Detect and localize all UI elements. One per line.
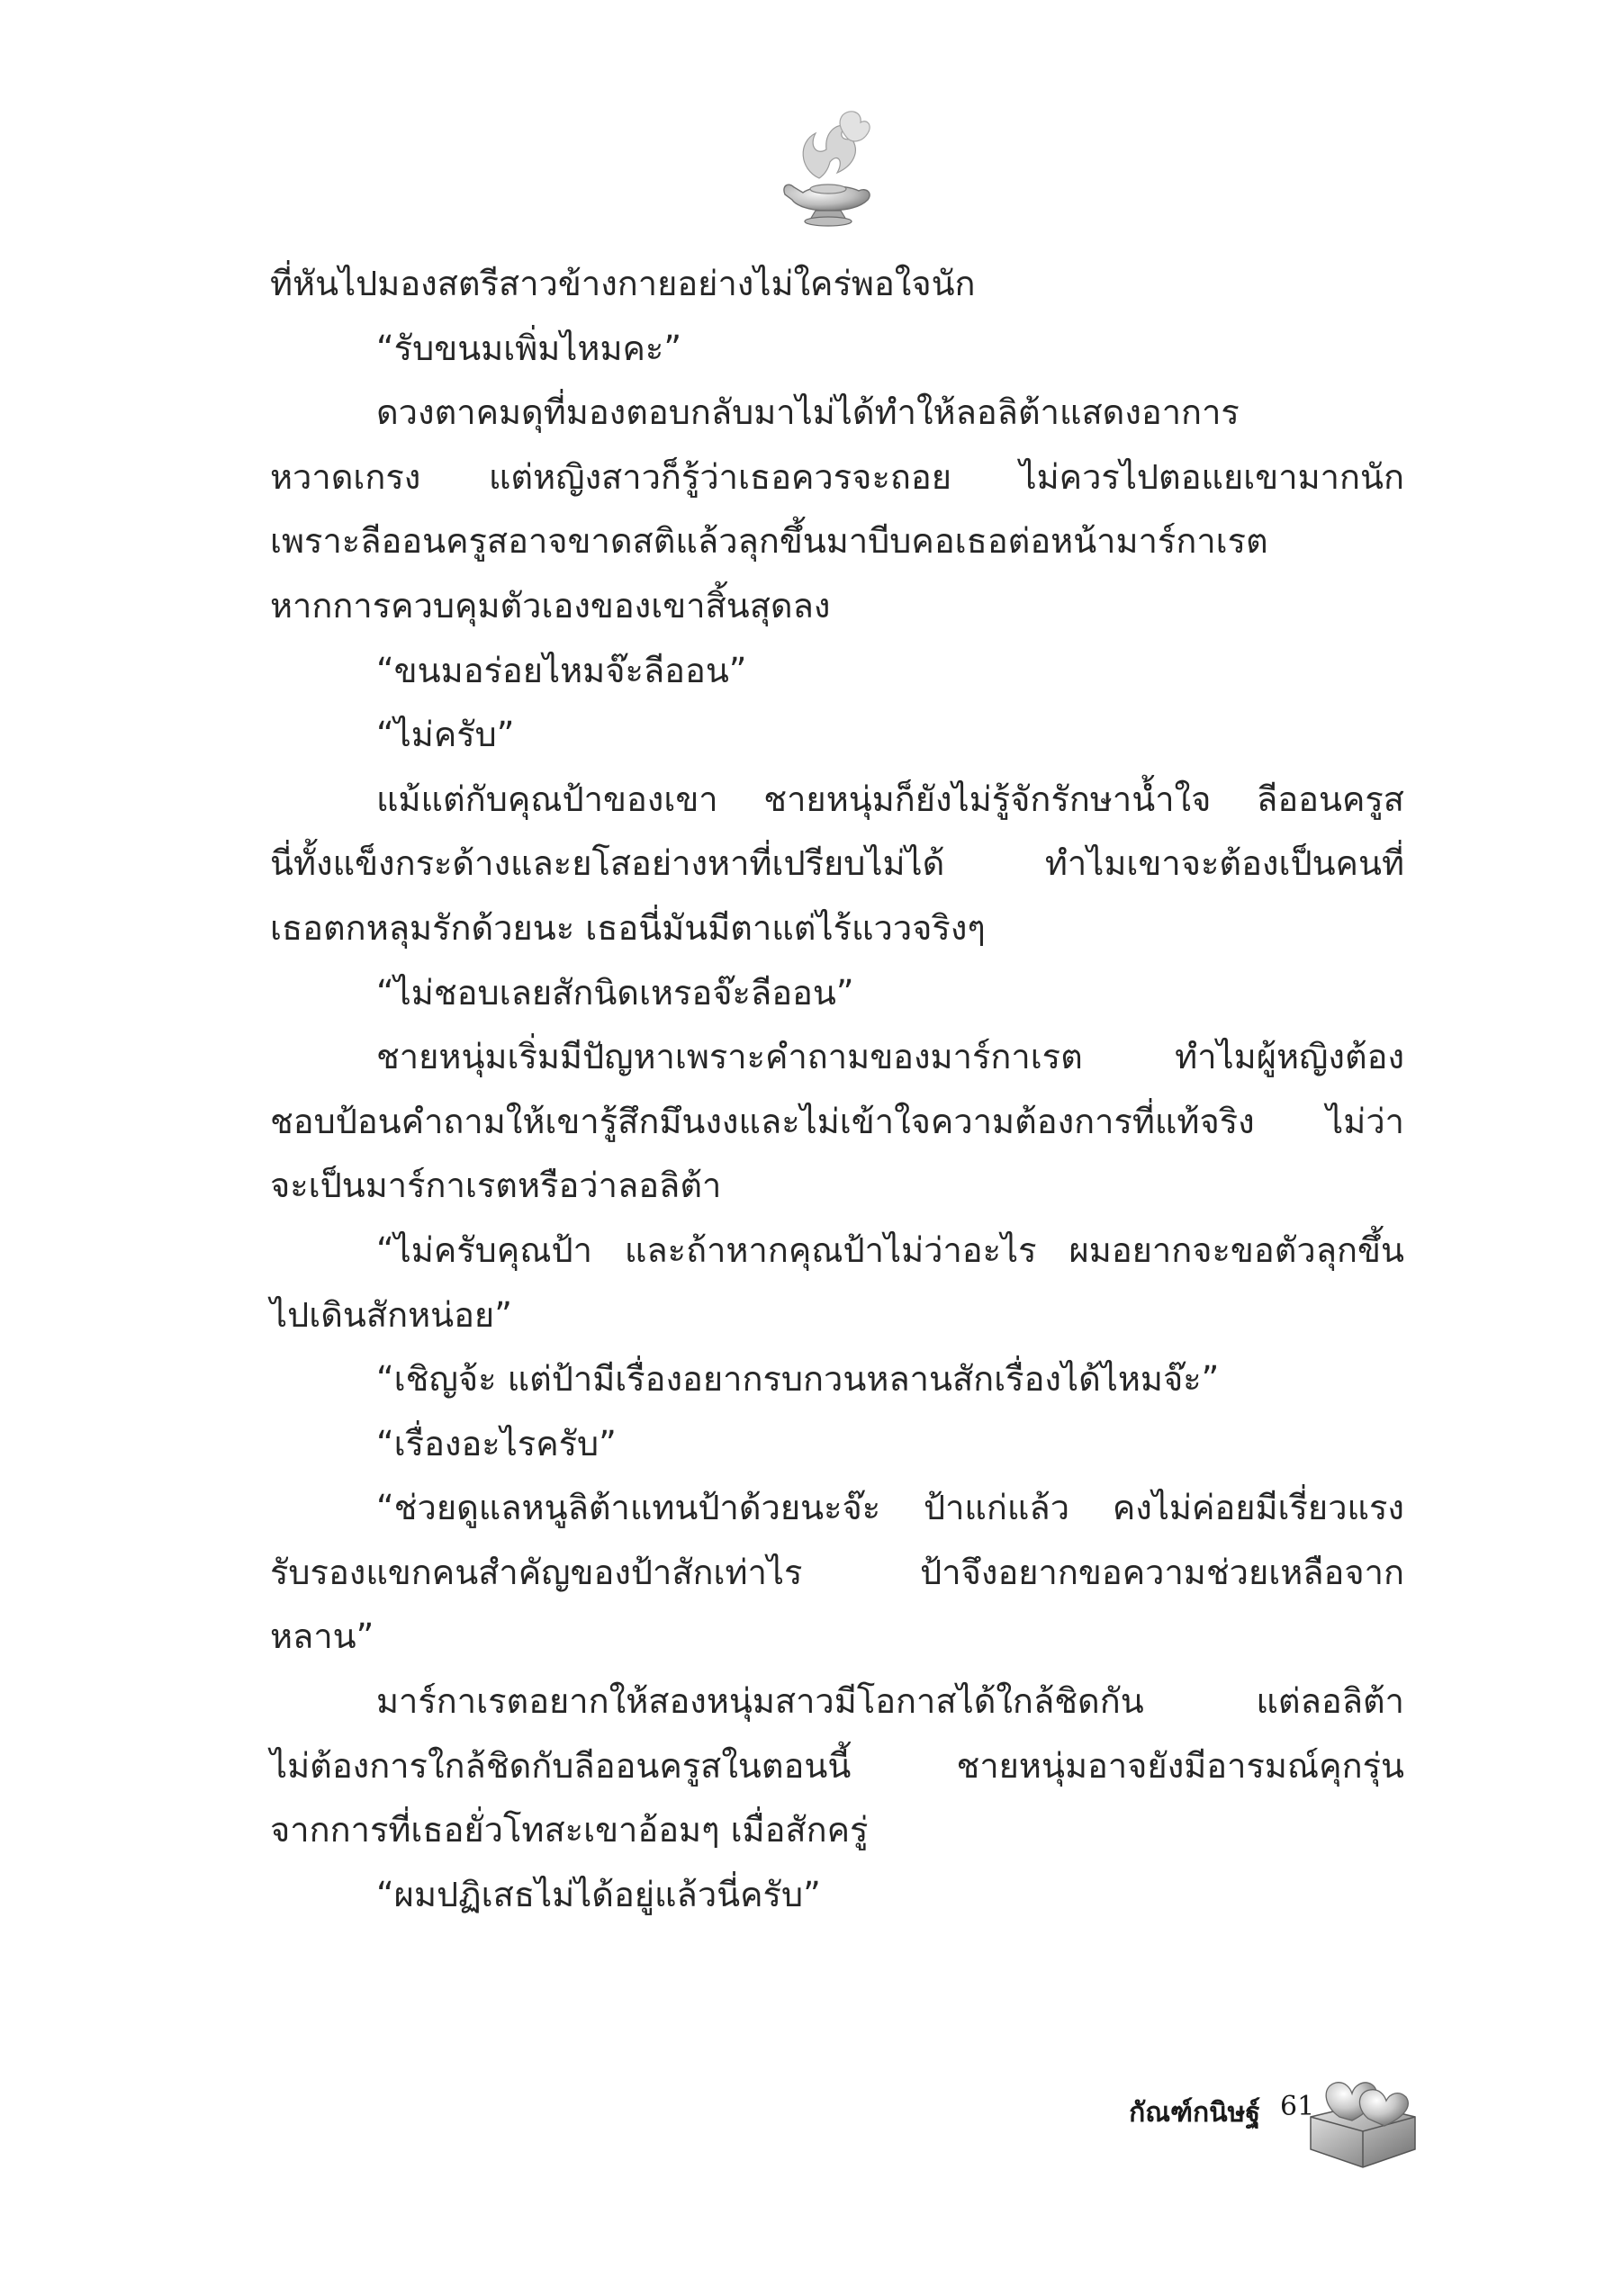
text-line: “ไม่ครับคุณป้า และถ้าหากคุณป้าไม่ว่าอะไร ผมอยากจะขอตัวลุกขึ้น	[376, 1229, 1404, 1270]
text-line: ไปเดินสักหน่อย”	[270, 1294, 512, 1335]
text-line: จากการที่เธอยั่วโทสะเขาอ้อมๆ เมื่อสักครู่	[270, 1810, 869, 1850]
text-line: “เรื่องอะไรครับ”	[376, 1423, 617, 1463]
text-line: ชายหนุ่มเริ่มมีปัญหาเพราะคำถามของมาร์กาเรต ทำไมผู้หญิงต้อง	[376, 1037, 1404, 1077]
text-line: “ผมปฏิเสธไม่ได้อยู่แล้วนี่ครับ”	[376, 1874, 821, 1914]
heart-box-icon	[1303, 2061, 1420, 2171]
text-line: “ไม่ชอบเลยสักนิดเหรอจ๊ะลีออน”	[376, 972, 854, 1013]
text-line: จะเป็นมาร์กาเรตหรือว่าลอลิต้า	[270, 1166, 722, 1206]
text-line: หากการควบคุมตัวเองของเขาสิ้นสุดลง	[270, 585, 831, 626]
text-line: นี่ทั้งแข็งกระด้างและยโสอย่างหาที่เปรียบไม่ได้ ทำไมเขาจะต้องเป็นคนที่	[270, 843, 1404, 884]
magic-lamp-icon	[772, 106, 880, 230]
text-line: ที่หันไปมองสตรีสาวข้างกายอย่างไม่ใคร่พอใจนัก	[270, 264, 976, 303]
text-line: “เชิญจ้ะ แต่ป้ามีเรื่องอยากรบกวนหลานสักเรื่องได้ไหมจ๊ะ”	[376, 1359, 1220, 1400]
text-line: ดวงตาคมดุที่มองตอบกลับมาไม่ได้ทำให้ลอลิต้าแสดงอาการ	[376, 392, 1240, 433]
text-line: “รับขนมเพิ่มไหมคะ”	[376, 328, 682, 368]
text-line: หวาดเกรง แต่หญิงสาวก็รู้ว่าเธอควรจะถอย ไม่ควรไปตอแยเขามากนัก	[270, 456, 1404, 497]
page-number: 61	[1280, 2091, 1315, 2122]
text-line: รับรองแขกคนสำคัญของป้าสักเท่าไร ป้าจึงอยากขอความช่วยเหลือจาก	[270, 1552, 1404, 1592]
text-line: ชอบป้อนคำถามให้เขารู้สึกมึนงงและไม่เข้าใจความต้องการที่แท้จริง ไม่ว่า	[270, 1101, 1404, 1141]
text-line: “ไม่ครับ”	[376, 715, 515, 755]
book-title: กัณฑ์กนิษฐ์	[1129, 2097, 1260, 2129]
text-line: หลาน”	[270, 1616, 374, 1657]
text-line: ไม่ต้องการใกล้ชิดกับลีออนครูสในตอนนี้ ชายหนุ่มอาจยังมีอารมณ์คุกรุ่น	[270, 1745, 1404, 1786]
text-line: แม้แต่กับคุณป้าของเขา ชายหนุ่มก็ยังไม่รู้จักรักษาน้ำใจ ลีออนครูส	[376, 779, 1404, 819]
text-line: เพราะลีออนครูสอาจขาดสติแล้วลุกขึ้นมาบีบคอเธอต่อหน้ามาร์กาเรต	[270, 521, 1268, 562]
story-text	[270, 252, 1404, 1927]
page-footer	[1044, 2061, 1422, 2178]
text-line: เธอตกหลุมรักด้วยนะ เธอนี่มันมีตาแต่ไร้แววจริงๆ	[270, 907, 986, 948]
text-line: มาร์กาเรตอยากให้สองหนุ่มสาวมีโอกาสได้ใกล้ชิดกัน แต่ลอลิต้า	[376, 1681, 1404, 1722]
text-line: “ขนมอร่อยไหมจ๊ะลีออน”	[376, 650, 747, 690]
text-line: “ช่วยดูแลหนูลิต้าแทนป้าด้วยนะจ๊ะ ป้าแก่แล้ว คงไม่ค่อยมีเรี่ยวแรง	[376, 1488, 1404, 1528]
